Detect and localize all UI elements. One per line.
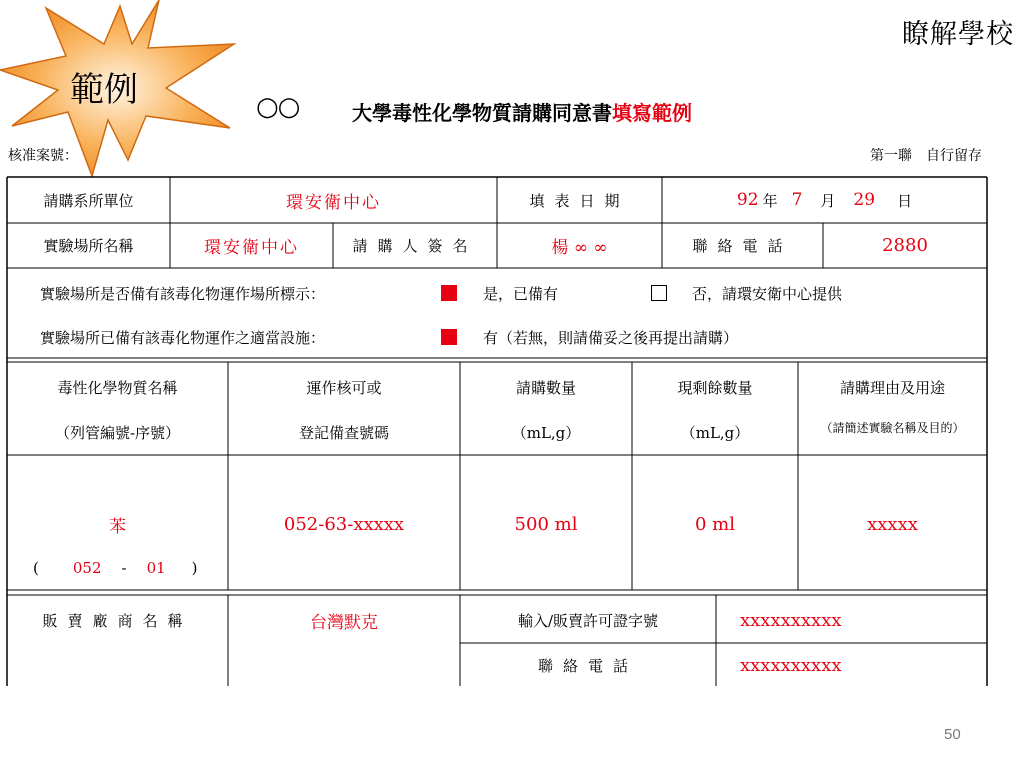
title-highlight: 填寫範例 <box>612 101 692 125</box>
col-chem-name: 毒性化學物質名稱 <box>57 378 178 397</box>
example-badge-label: 範例 <box>70 70 138 110</box>
lab-label: 實驗場所名稱 <box>43 237 134 255</box>
vendor-phone-value[interactable]: xxxxxxxxxx <box>740 654 842 676</box>
date-value[interactable] <box>662 177 987 223</box>
signer-value[interactable]: 楊 ∞ ∞ <box>551 238 608 258</box>
corner-title: 瞭解學校 <box>902 19 1014 50</box>
code-b: 01 <box>146 559 166 577</box>
lab-value[interactable]: 環安衛中心 <box>204 238 299 258</box>
license-label: 輸入/販賣許可證字號 <box>517 611 659 630</box>
item-reason[interactable]: xxxxx <box>867 513 918 535</box>
sign-yes-label: 是，已備有 <box>483 285 559 303</box>
code-paren-open: ( <box>33 559 39 577</box>
date-day-unit: 日 <box>897 191 913 210</box>
facility-yes-label: 有（若無，則請備妥之後再提出請購） <box>483 329 739 347</box>
col-quantity: 請購數量 <box>515 378 576 397</box>
col-reason-note: （請簡述實驗名稱及目的） <box>820 420 965 435</box>
date-month: 7 <box>791 190 803 210</box>
dept-label: 請購系所單位 <box>43 191 134 210</box>
date-label: 填表日期 <box>529 191 630 210</box>
facility-yes-checkbox[interactable] <box>441 329 457 345</box>
title-main: 大學毒性化學物質請購同意書 <box>352 101 612 125</box>
date-day: 29 <box>853 190 876 210</box>
col-permit-1: 運作核可或 <box>306 378 382 397</box>
code-a: 052 <box>72 559 102 577</box>
vendor-name-label: 販賣廠商名稱 <box>42 611 193 630</box>
col-reason: 請購理由及用途 <box>839 378 945 397</box>
signer-label: 請購人簽名 <box>352 237 478 255</box>
col-permit-2: 登記備查號碼 <box>298 423 389 442</box>
col-remaining: 現剩餘數量 <box>677 378 753 397</box>
copy-label: 第一聯 自行留存 <box>870 148 982 164</box>
date-month-unit: 月 <box>820 191 836 210</box>
phone-label: 聯絡電話 <box>692 237 793 255</box>
item-remaining[interactable]: 0 ml <box>695 513 735 535</box>
sign-no-checkbox[interactable] <box>651 285 667 301</box>
date-year: 92 <box>736 190 759 210</box>
col-chem-code: （列管編號-序號） <box>54 423 181 442</box>
phone-value[interactable]: 2880 <box>882 235 928 256</box>
case-number-label: 核准案號： <box>8 148 78 164</box>
vendor-phone-label: 聯絡電話 <box>537 656 638 675</box>
sign-no-label: 否，請環安衛中心提供 <box>692 285 843 303</box>
item-permit-no[interactable]: 052-63-xxxxx <box>283 513 405 535</box>
col-remaining-unit: （mL,g） <box>680 423 750 442</box>
item-chem-code[interactable] <box>7 555 228 581</box>
university-mark: ○○ <box>256 92 300 122</box>
item-chem-name[interactable]: 苯 <box>109 516 126 537</box>
sign-question: 實驗場所是否備有該毒化物運作場所標示： <box>40 285 326 303</box>
code-dash: - <box>121 559 127 577</box>
dept-value[interactable]: 環安衛中心 <box>286 192 381 213</box>
code-paren-close: ) <box>191 559 198 577</box>
item-quantity[interactable]: 500 ml <box>514 513 578 535</box>
sign-yes-checkbox[interactable] <box>441 285 457 301</box>
facility-question: 實驗場所已備有該毒化物運作之適當設施： <box>40 329 326 347</box>
page-number: 50 <box>944 726 961 743</box>
vendor-name-value[interactable]: 台灣默克 <box>310 612 378 633</box>
license-value[interactable]: xxxxxxxxxx <box>740 609 842 631</box>
col-quantity-unit: （mL,g） <box>511 423 581 442</box>
date-year-unit: 年 <box>762 191 778 210</box>
